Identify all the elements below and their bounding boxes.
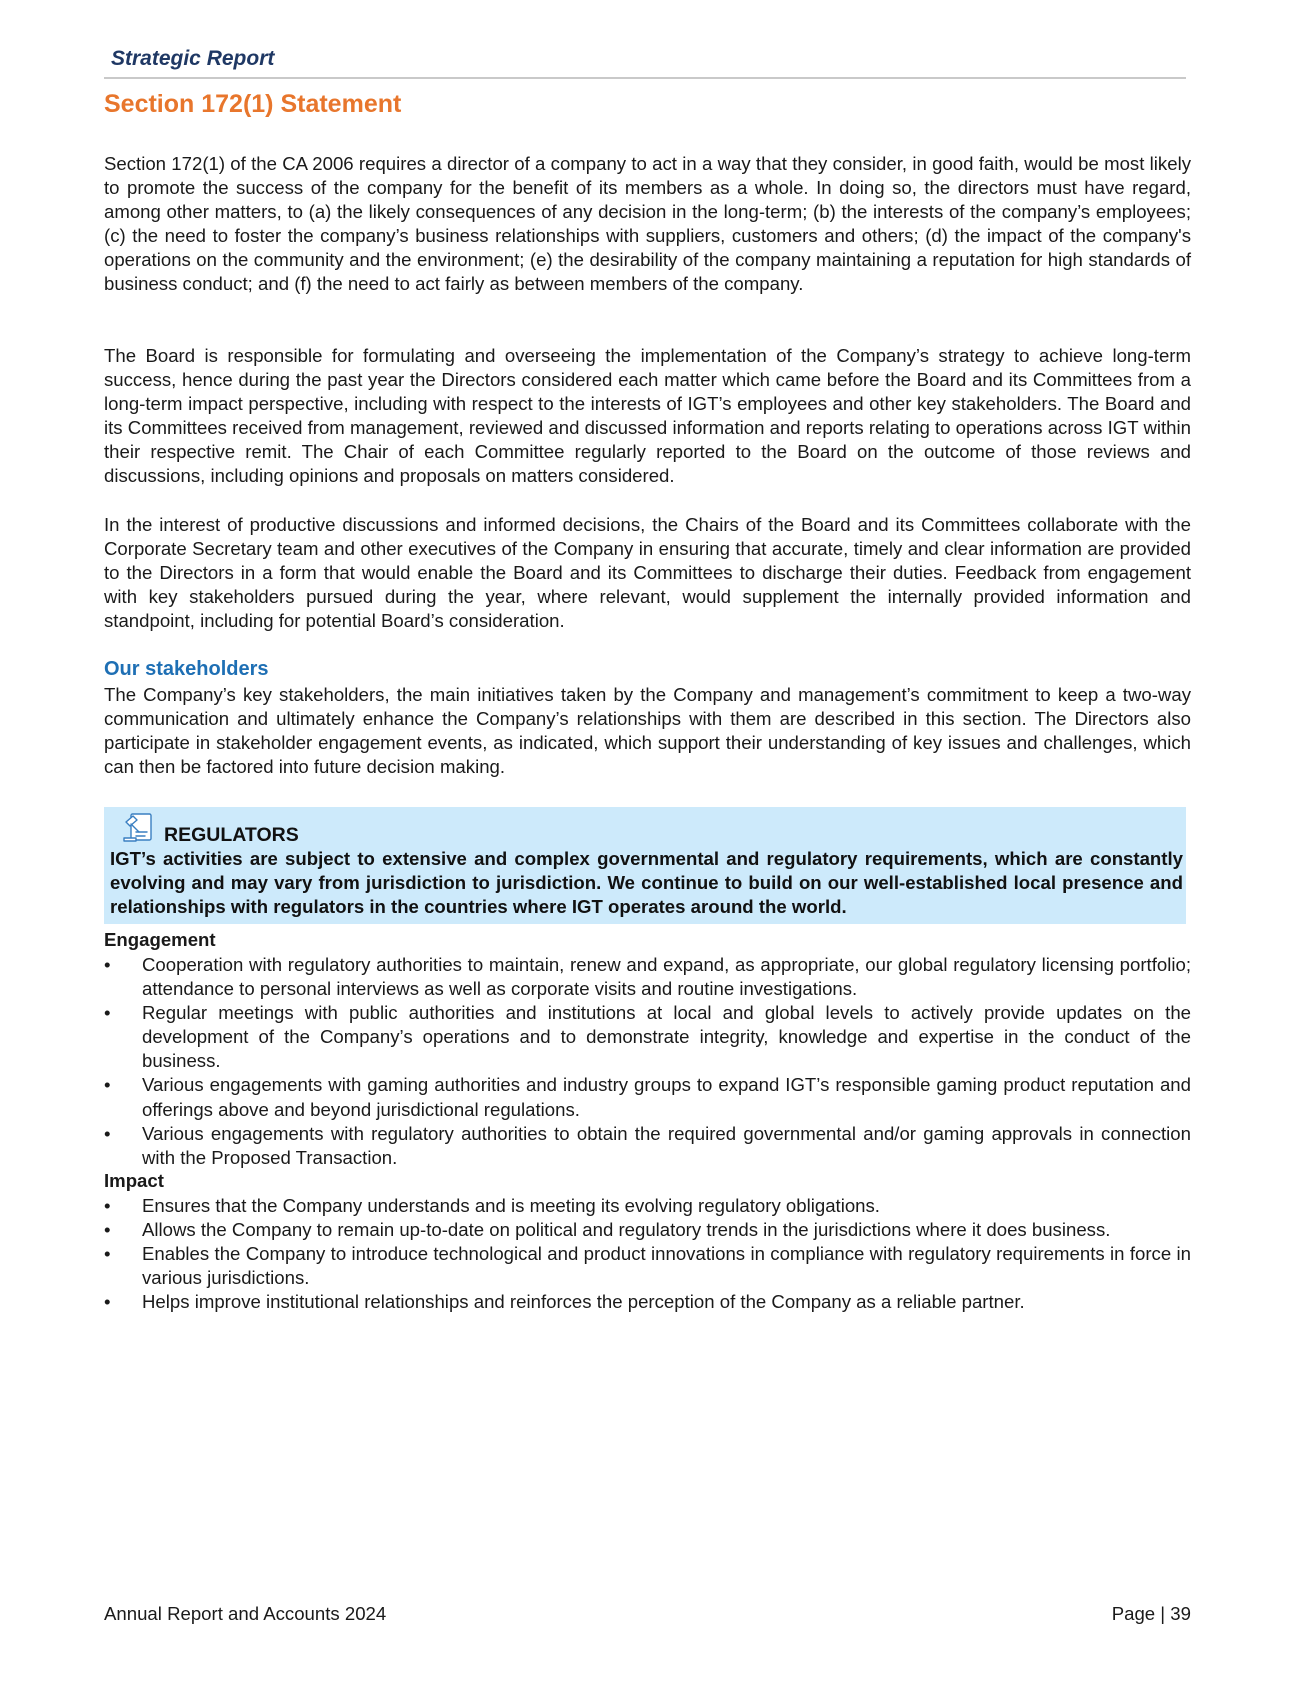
engagement-item: • Various engagements with regulatory authorities to obtain the required governmental and/or gaming approvals in connection with the Proposed Transaction. (104, 1122, 1191, 1170)
paragraph-information-flow: In the interest of productive discussions and informed decisions, the Chairs of the Board and its Committees collaborate with the Corporate Secretary team and other executives of the Company in ensuring that accurate, timely and clear information are provided to the Directors in a form that would enable the Board and its Committees to discharge their duties. Feedback from engagement with key stakeholders pursued during the year, where relevant, would supplement the internally provided information and standpoint, including for potential Board’s consideration. (104, 514, 1191, 632)
impact-item: • Helps improve institutional relationships and reinforces the perception of the Company as a reliable partner. (104, 1290, 1191, 1314)
engagement-item: • Regular meetings with public authorities and institutions at local and global levels to actively provide updates on the development of the Company’s operations and to demonstrate integrity, knowledge and expertise in the conduct of the business. (104, 1001, 1191, 1073)
engagement-list (104, 953, 1191, 1170)
stakeholders-heading: Our stakeholders (104, 658, 269, 680)
regulator-gavel-icon (122, 812, 156, 844)
header-divider (104, 77, 1186, 79)
impact-list (104, 1194, 1191, 1314)
impact-item: • Allows the Company to remain up-to-date on political and regulatory trends in the jurisdictions where it does business. (104, 1218, 1191, 1242)
running-header: Strategic Report (111, 47, 275, 70)
impact-item: • Ensures that the Company understands and is meeting its evolving regulatory obligations. (104, 1194, 1191, 1218)
engagement-item: • Various engagements with gaming authorities and industry groups to expand IGT’s responsible gaming product reputation and offerings above and beyond jurisdictional regulations. (104, 1073, 1191, 1121)
paragraph-ca2006: Section 172(1) of the CA 2006 requires a director of a company to act in a way that they consider, in good faith, would be most likely to promote the success of the company for the benefit of its members as a whole. In doing so, the directors must have regard, among other matters, to (a) the likely consequences of any decision in the long-term; (b) the interests of the company’s employees; (c) the need to foster the company’s business relationships with suppliers, customers and others; (d) the impact of the company's operations on the community and the environment; (e) the desirability of the company maintaining a reputation for high standards of business conduct; and (f) the need to act fairly as between members of the company. (104, 153, 1191, 295)
section-title: Section 172(1) Statement (104, 90, 402, 118)
engagement-item: • Cooperation with regulatory authorities to maintain, renew and expand, as appropriate, our global regulatory licensing portfolio; attendance to personal interviews as well as corporate visits and routine investigations. (104, 953, 1191, 1001)
impact-heading: Impact (104, 1170, 164, 1191)
regulators-description: IGT’s activities are subject to extensive and complex governmental and regulatory requirements, which are constantly evolving and may vary from jurisdiction to jurisdiction. We continue to build on our well-established local presence and relationships with regulators in the countries where IGT operates around the world. (110, 848, 1183, 918)
paragraph-board-responsibility: The Board is responsible for formulating and overseeing the implementation of the Company’s strategy to achieve long-term success, hence during the past year the Directors considered each matter which came before the Board and its Committees from a long-term impact perspective, including with respect to the interests of IGT’s employees and other key stakeholders. The Board and its Committees received from management, reviewed and discussed information and reports relating to operations across IGT within their respective remit. The Chair of each Committee regularly reported to the Board on the outcome of those reviews and discussions, including opinions and proposals on matters considered. (104, 345, 1191, 487)
footer-report-title: Annual Report and Accounts 2024 (104, 1603, 387, 1624)
engagement-heading: Engagement (104, 929, 216, 950)
regulators-panel (104, 807, 1186, 924)
regulators-title: REGULATORS (164, 824, 299, 846)
impact-item: • Enables the Company to introduce technological and product innovations in compliance with regulatory requirements in force in various jurisdictions. (104, 1242, 1191, 1290)
footer-page-number: Page | 39 (1111, 1603, 1191, 1624)
stakeholders-paragraph: The Company’s key stakeholders, the main initiatives taken by the Company and management’s commitment to keep a two-way communication and ultimately enhance the Company’s relationships with them are described in this section. The Directors also participate in stakeholder engagement events, as indicated, which support their understanding of key issues and challenges, which can then be factored into future decision making. (104, 684, 1191, 778)
